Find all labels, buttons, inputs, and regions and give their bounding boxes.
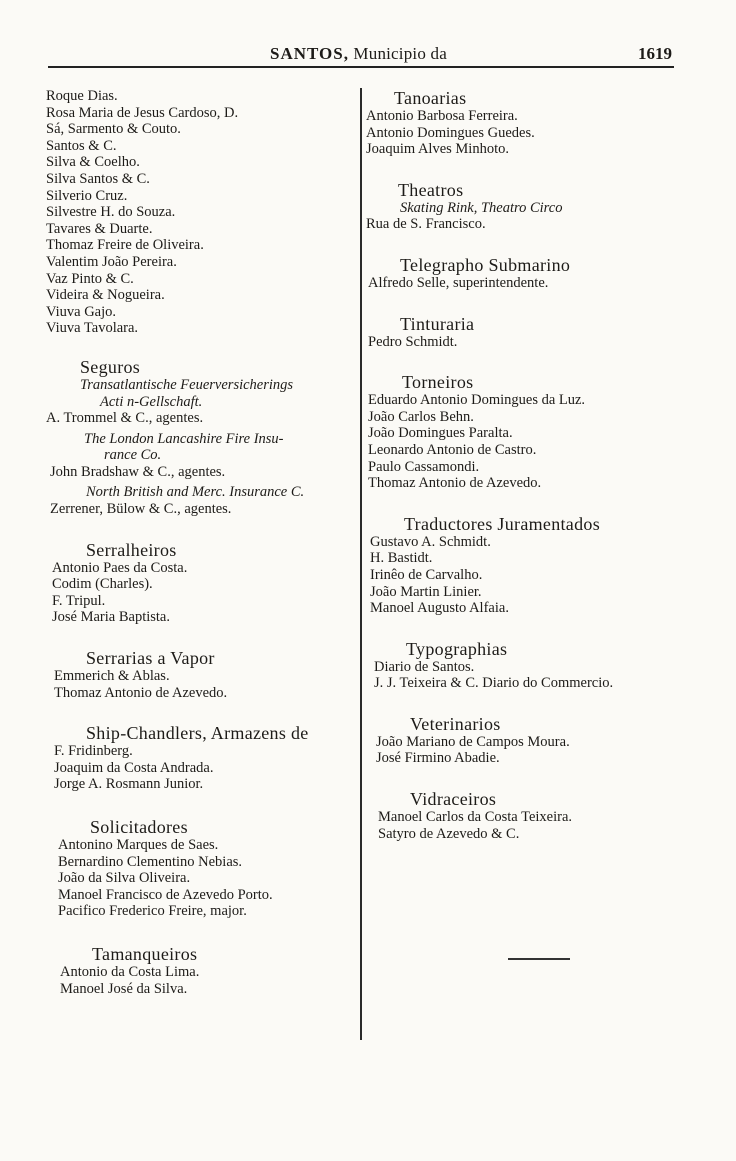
section-title-torneiros: Torneiros <box>402 372 474 393</box>
list-item: Irinêo de Carvalho. <box>370 566 483 583</box>
list-item: Valentim João Pereira. <box>46 253 177 270</box>
list-item: João Martin Linier. <box>370 583 482 600</box>
list-item: Antonio Domingues Guedes. <box>366 124 535 141</box>
list-item: F. Fridinberg. <box>54 743 133 760</box>
section-title-serrarias: Serrarias a Vapor <box>86 648 215 669</box>
list-item: Bernardino Clementino Nebias. <box>58 853 243 870</box>
list-item: Antonio Paes da Costa. <box>52 559 188 576</box>
section-title-vidraceiros: Vidraceiros <box>410 789 497 810</box>
list-item: João Mariano de Campos Moura. <box>376 733 570 750</box>
list-item: Satyro de Azevedo & C. <box>378 825 520 842</box>
theatre-address: Rua de S. Francisco. <box>366 216 486 233</box>
list-item: Rosa Maria de Jesus Cardoso, D. <box>46 104 239 121</box>
list-item: José Firmino Abadie. <box>376 750 500 767</box>
header-subtitle: Municipio da <box>353 44 447 63</box>
list-item: Eduardo Antonio Domingues da Luz. <box>368 392 586 409</box>
list-item: Antonio da Costa Lima. <box>60 963 200 980</box>
list-item: Codim (Charles). <box>52 576 153 593</box>
list-item: Manoel Carlos da Costa Teixeira. <box>378 809 573 826</box>
list-item: Manoel José da Silva. <box>60 980 188 997</box>
list-item: José Maria Baptista. <box>52 609 170 626</box>
list-item: Antonino Marques de Saes. <box>58 837 219 853</box>
list-item: Alfredo Selle, superintendente. <box>368 274 549 291</box>
list-item: Silva & Coelho. <box>46 154 140 171</box>
company-name: Transatlantische Feuerversicherings <box>80 376 294 393</box>
section-title-veterinarios: Veterinarios <box>410 713 501 734</box>
section-title-typographias: Typographias <box>406 638 508 659</box>
section-title-tamanqueiros: Tamanqueiros <box>92 943 198 964</box>
list-item: Vaz Pinto & C. <box>46 270 134 287</box>
section-title-seguros: Seguros <box>80 356 141 377</box>
section-title-serralheiros: Serralheiros <box>86 539 177 560</box>
agent-line: John Bradshaw & C., agentes. <box>50 463 226 480</box>
list-item: Silva Santos & C. <box>46 170 150 187</box>
list-item: Silvestre H. do Souza. <box>46 204 176 221</box>
header-city: SANTOS, <box>270 44 349 63</box>
list-item: Tavares & Duarte. <box>46 220 153 237</box>
section-title-theatros: Theatros <box>398 179 464 200</box>
list-item: João Domingues Paralta. <box>368 425 513 442</box>
company-name-cont: rance Co. <box>104 447 162 464</box>
list-item: Thomaz Antonio de Azevedo. <box>54 684 228 701</box>
section-title-traductores: Traductores Juramentados <box>404 513 600 534</box>
left-column <box>46 88 364 997</box>
company-name: North British and Merc. Insurance C. <box>86 484 305 501</box>
company-name: The London Lancashire Fire Insu- <box>84 430 284 447</box>
section-title-ship-chandlers: Ship-Chandlers, Armazens de <box>86 723 309 744</box>
page-number: 1619 <box>638 44 672 63</box>
list-item: Thomaz Antonio de Azevedo. <box>368 475 542 492</box>
continued-list <box>46 88 364 337</box>
section-title-telegrapho: Telegrapho Submarino <box>400 254 571 275</box>
section-title-tinturaria: Tinturaria <box>400 313 475 334</box>
list-item: Manoel Francisco de Azevedo Porto. <box>58 886 273 903</box>
list-item: Videira & Nogueira. <box>46 287 165 304</box>
section-title-tanoarias: Tanoarias <box>394 88 467 108</box>
list-item: Antonio Barbosa Ferreira. <box>366 108 518 124</box>
list-item: João Carlos Behn. <box>368 408 474 425</box>
list-item: Sá, Sarmento & Couto. <box>46 121 181 138</box>
list-item: Manoel Augusto Alfaia. <box>370 600 509 617</box>
list-item: Joaquim da Costa Andrada. <box>54 759 214 776</box>
list-item: Jorge A. Rosmann Junior. <box>54 776 204 793</box>
list-item: F. Tripul. <box>52 592 106 609</box>
list-item: Silverio Cruz. <box>46 187 128 204</box>
list-item: Pacifico Frederico Freire, major. <box>58 903 247 920</box>
agent-line: Zerrener, Bülow & C., agentes. <box>50 501 232 518</box>
list-item: Thomaz Freire de Oliveira. <box>46 237 204 254</box>
list-item: Leonardo Antonio de Castro. <box>368 441 537 458</box>
list-item: Emmerich & Ablas. <box>54 668 170 685</box>
company-name-cont: Acti n-Gellschaft. <box>100 393 203 410</box>
list-item: J. J. Teixeira & C. Diario do Commercio. <box>374 675 614 692</box>
list-item: Viuva Gajo. <box>46 303 117 320</box>
list-item: Roque Dias. <box>46 88 118 104</box>
list-item: Viuva Tavolara. <box>46 320 139 337</box>
theatre-names: Skating Rink, Theatro Circo <box>400 199 563 216</box>
list-item: Santos & C. <box>46 137 117 154</box>
agent-line: A. Trommel & C., agentes. <box>46 410 204 427</box>
end-rule <box>508 958 570 960</box>
list-item: Diario de Santos. <box>374 658 475 675</box>
list-item: Joaquim Alves Minhoto. <box>366 141 509 158</box>
right-column <box>366 88 696 842</box>
section-title-solicitadores: Solicitadores <box>90 817 188 837</box>
running-title <box>270 44 447 64</box>
list-item: H. Bastidt. <box>370 550 433 567</box>
list-item: Pedro Schmidt. <box>368 333 458 350</box>
list-item: Gustavo A. Schmidt. <box>370 533 491 550</box>
list-item: Paulo Cassamondi. <box>368 458 480 475</box>
page-header <box>48 44 674 68</box>
list-item: João da Silva Oliveira. <box>58 870 191 887</box>
